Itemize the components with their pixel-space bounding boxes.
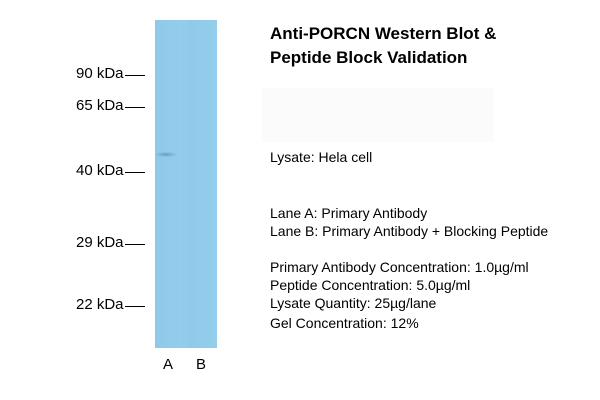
lane-a-description: Lane A: Primary Antibody bbox=[270, 205, 428, 221]
lane-b-description: Lane B: Primary Antibody + Blocking Peptide bbox=[270, 223, 549, 239]
marker-22kda bbox=[76, 296, 145, 314]
marker-90kda bbox=[76, 65, 145, 83]
page-title bbox=[270, 22, 496, 70]
peptide-concentration: Peptide Concentration: 5.0µg/ml bbox=[270, 277, 471, 293]
marker-tick bbox=[125, 75, 145, 76]
marker-label: 90 kDa bbox=[76, 65, 124, 82]
title-line-2: Peptide Block Validation bbox=[270, 48, 468, 67]
marker-label: 22 kDa bbox=[76, 296, 124, 313]
gel-concentration: Gel Concentration: 12% bbox=[270, 315, 419, 331]
antibody-concentration: Primary Antibody Concentration: 1.0µg/ml bbox=[270, 259, 529, 275]
image-placeholder bbox=[262, 88, 494, 142]
marker-label: 65 kDa bbox=[76, 97, 124, 114]
marker-tick bbox=[125, 107, 145, 108]
marker-tick bbox=[125, 244, 145, 245]
marker-label: 40 kDa bbox=[76, 162, 124, 179]
lysate-quantity: Lysate Quantity: 25µg/lane bbox=[270, 295, 437, 311]
lane-label-b: B bbox=[196, 356, 207, 373]
marker-tick bbox=[125, 306, 145, 307]
marker-65kda bbox=[76, 97, 145, 115]
lysate-info: Lysate: Hela cell bbox=[270, 149, 373, 165]
title-line-1: Anti-PORCN Western Blot & bbox=[270, 24, 497, 43]
marker-29kda bbox=[76, 234, 145, 252]
marker-40kda bbox=[76, 162, 145, 180]
lane-label-a: A bbox=[163, 356, 174, 373]
marker-tick bbox=[125, 172, 145, 173]
marker-label: 29 kDa bbox=[76, 234, 124, 251]
western-blot-membrane bbox=[155, 20, 217, 348]
protein-band bbox=[155, 152, 177, 157]
